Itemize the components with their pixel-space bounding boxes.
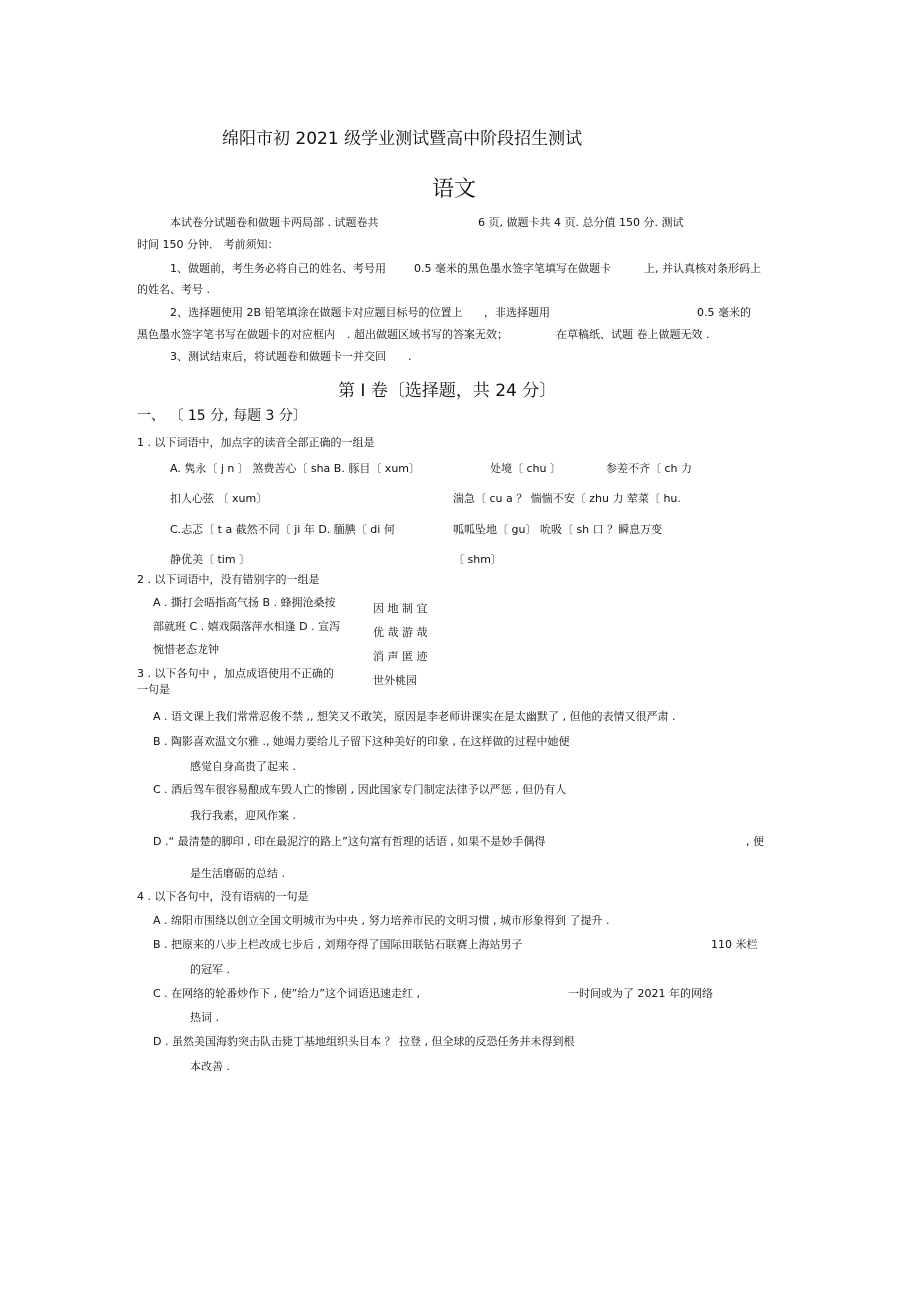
question-option: 的冠军 . bbox=[190, 963, 230, 976]
question-option: A . 语文课上我们常常忍俊不禁 ,, 想笑又不敢笑，原因是李老师讲课实在是太幽默了 , 但他的表情又很严肃 . bbox=[153, 710, 676, 723]
question-option: 消 声 匿 迹 bbox=[373, 650, 428, 663]
exam-title: 绵阳市初 2021 级学业测试暨高中阶段招生测试 bbox=[222, 129, 583, 149]
instruction-item: 在草稿纸、试题 卷上做题无效 . bbox=[556, 328, 710, 341]
instruction-line: 6 页, 做题卡共 4 页. 总分值 150 分. 测试 bbox=[478, 216, 684, 229]
section-title: 第 Ⅰ 卷〔选择题，共 24 分〕 bbox=[338, 381, 557, 401]
question-option: C.忐忑〔 t a 截然不同〔 ji 年 D. 腼腆〔 di 何 bbox=[170, 523, 395, 536]
instruction-item: . 超出做题区域书写的答案无效； bbox=[347, 328, 508, 341]
question-option: 我行我素，迎风作案 . bbox=[190, 809, 296, 822]
question-option: C . 在网络的轮番炒作下 , 使”给力”这个词语迅速走红 , bbox=[153, 987, 421, 1000]
question-option: C . 酒后驾车很容易酿成车毁人亡的惨剧 , 因此国家专门制定法律予以严惩 , 但仍有人 bbox=[153, 783, 567, 796]
question-stem: 2 . 以下词语中，没有错别字的一组是 bbox=[137, 573, 320, 586]
question-option: D . 虽然美国海豹突击队击毙丁基地组织头目本 ？ 拉登 , 但全球的反恐任务并未得到根 bbox=[153, 1035, 575, 1048]
subject-title: 语文 bbox=[432, 177, 477, 202]
question-option: 〔 shm〕 bbox=[453, 553, 502, 566]
question-stem: 4 . 以下各句中，没有语病的一句是 bbox=[137, 890, 309, 903]
question-option: 110 米栏 bbox=[711, 938, 758, 951]
question-option: 是生活磨砺的总结 . bbox=[190, 867, 285, 880]
instruction-item: . bbox=[408, 350, 412, 363]
question-option: 惋惜老态龙钟 bbox=[153, 643, 219, 656]
instruction-item: 2、选择题使用 2B 铅笔填涂在做题卡对应题目标号的位置上 bbox=[170, 306, 463, 319]
question-option: B . 把原来的八步上栏改成七步后 , 刘翔夺得了国际田联钻石联赛上海站男子 bbox=[153, 938, 523, 951]
instruction-item: 黑色墨水签字笔书写在做题卡的对应框内 bbox=[137, 328, 335, 341]
instruction-item: 的姓名、考号 . bbox=[137, 283, 210, 296]
instruction-item: ，非选择题用 bbox=[484, 306, 550, 319]
question-option: B . 陶影喜欢温文尔雅 ., 她竭力要给儿子留下这种美好的印象 , 在这样做的过程中她便 bbox=[153, 735, 570, 748]
instruction-item: 1、做题前，考生务必将自己的姓名、考号用 bbox=[170, 262, 386, 275]
instruction-item: 3、测试结束后，将试题卷和做题卡一并交回 bbox=[170, 350, 386, 363]
part-heading: 一、 〔 15 分, 每题 3 分〕 bbox=[137, 408, 307, 424]
question-option: , 便 bbox=[746, 835, 764, 848]
question-option: A . 撕打会晤指高气扬 B . 蜂拥沧桑按 bbox=[153, 596, 336, 609]
question-option: 扣人心弦 〔 xum〕 bbox=[170, 492, 268, 505]
instruction-item: 0.5 毫米的 bbox=[697, 306, 751, 319]
question-option: 静优美〔 tim 〕 bbox=[170, 553, 251, 566]
question-stem: 3 . 以下各句中 ，加点成语使用不正确的 bbox=[137, 667, 334, 680]
question-option: 一时间或为了 2021 年的网络 bbox=[568, 987, 713, 1000]
question-option: 部就班 C . 嬉戏陨落萍水相逢 D . 宣泻 bbox=[153, 620, 341, 633]
question-option: 感觉自身高贵了起来 . bbox=[190, 760, 296, 773]
question-option: 世外桃园 bbox=[373, 674, 417, 687]
question-option: 本改善 . bbox=[190, 1060, 230, 1073]
instruction-line: 时间 150 分钟． 考前须知： bbox=[137, 238, 279, 251]
question-option: 呱呱坠地〔 gu〕 吮吸〔 sh 口 ？瞬息万变 bbox=[453, 523, 663, 536]
question-option: 优 哉 游 哉 bbox=[373, 626, 428, 639]
question-option: D .“ 最清楚的脚印 , 印在最泥泞的路上”这句富有哲理的话语 , 如果不是妙手偶得 bbox=[153, 835, 546, 848]
question-stem: 一句是 bbox=[137, 683, 170, 696]
question-option: 参差不齐〔 ch 力 bbox=[606, 462, 693, 475]
question-option: 因 地 制 宜 bbox=[373, 602, 428, 615]
question-option: 热词 . bbox=[190, 1011, 219, 1024]
instruction-item: 0.5 毫米的黑色墨水签字笔填写在做题卡 bbox=[414, 262, 611, 275]
question-option: 湍急〔 cu a ？ 惴惴不安〔 zhu 力 荤菜〔 hu. bbox=[453, 492, 681, 505]
question-stem: 1 . 以下词语中，加点字的读音全部正确的一组是 bbox=[137, 436, 375, 449]
instruction-line: 本试卷分试题卷和做题卡两局部 . 试题卷共 bbox=[170, 216, 379, 229]
question-option: A . 绵阳市围绕以创立全国文明城市为中央 , 努力培养市民的文明习惯 , 城市形象得到 了提升 . bbox=[153, 914, 610, 927]
question-option: A. 隽永〔 j n 〕 煞费苦心〔 sha B. 豚目〔 xum〕 bbox=[170, 462, 421, 475]
instruction-item: 上, 并认真核对条形码上 bbox=[644, 262, 761, 275]
question-option: 处境〔 chu 〕 bbox=[490, 462, 561, 475]
